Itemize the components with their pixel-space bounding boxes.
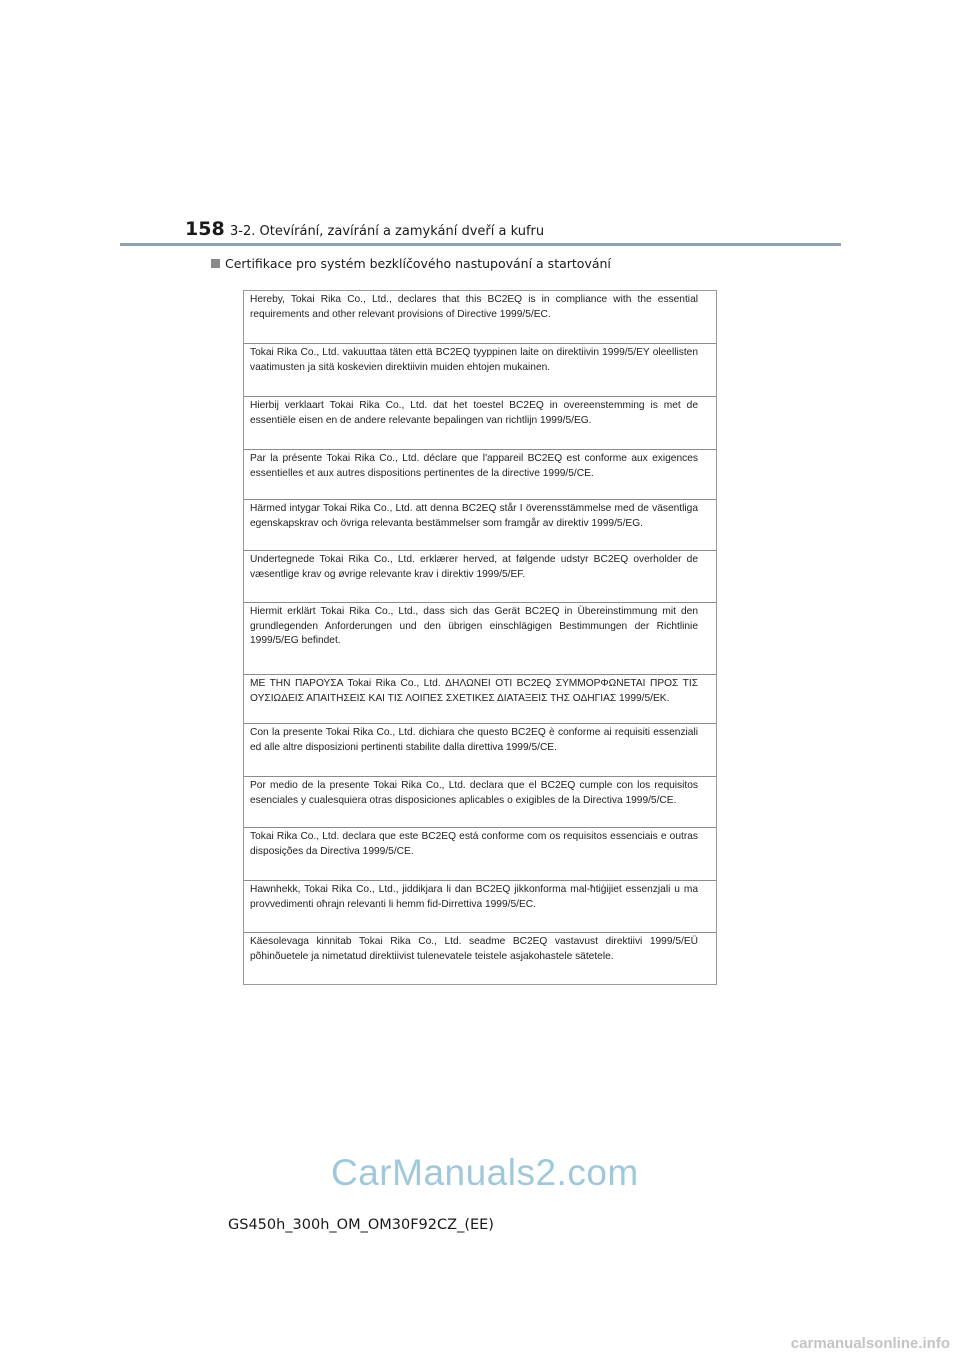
declaration-dutch: Hierbij verklaart Tokai Rika Co., Ltd. dat het toestel BC2EQ in overeenstemming is met de essentiële eisen en de andere relevante bepalingen van richtlijn 1999/5/EG. xyxy=(244,397,716,450)
declaration-estonian: Käesolevaga kinnitab Tokai Rika Co., Ltd. seadme BC2EQ vastavust direktiivi 1999/5/EÜ põhinõuetele ja nimetatud direktiivist tulenevatele teistele asjakohastele sätetele. xyxy=(250,936,698,962)
declaration-italian: Con la presente Tokai Rika Co., Ltd. dichiara che questo BC2EQ è conforme ai requisiti essenziali ed alle altre disposizioni pertinenti stabilite dalla direttiva 1999/5/CE. xyxy=(244,724,716,777)
declaration-french: Par la présente Tokai Rika Co., Ltd. déclare que l'appareil BC2EQ est conforme aux exigences essentielles et aux autres dispositions pertinentes de la directive 1999/5/CE. xyxy=(244,450,716,500)
declaration-swedish: Härmed intygar Tokai Rika Co., Ltd. att denna BC2EQ står I överensstämmelse med de väsentliga egenskapskrav och övriga relevanta bestämmelser som framgår av direktiv 1999/5/EG. xyxy=(244,500,716,551)
declaration-danish: Undertegnede Tokai Rika Co., Ltd. erklærer herved, at følgende udstyr BC2EQ overholder de væsentlige krav og øvrige relevante krav i direktiv 1999/5/EF. xyxy=(244,551,716,603)
page-number: 158 xyxy=(185,218,225,240)
chapter-title: 3-2. Otevírání, zavírání a zamykání dveří a kufru xyxy=(230,224,545,239)
carmanuals-watermark: CarManuals2.com xyxy=(331,1152,639,1193)
square-bullet-icon xyxy=(211,259,220,268)
section-heading xyxy=(211,256,611,271)
section-heading-text: Certifikace pro systém bezklíčového nastupování a startování xyxy=(225,256,611,271)
manual-code: GS450h_300h_OM_OM30F92CZ_(EE) xyxy=(228,1217,494,1233)
declaration-german: Hiermit erklärt Tokai Rika Co., Ltd., dass sich das Gerät BC2EQ in Übereinstimmung mit den grundlegenden Anforderungen und den übrigen einschlägigen Bestimmungen der Richtlinie 1999/5/EG befindet. xyxy=(244,603,716,675)
declaration-finnish: Tokai Rika Co., Ltd. vakuuttaa täten että BC2EQ tyyppinen laite on direktiivin 1999/5/EY oleellisten vaatimusten ja sitä koskevien direktiivin muiden ehtojen mukainen. xyxy=(244,344,716,397)
declaration-greek: ΜΕ ΤΗΝ ΠΑΡΟΥΣΑ Tokai Rika Co., Ltd. ΔΗΛΩΝΕΙ ΟΤΙ BC2EQ ΣΥΜΜΟΡΦΩΝΕΤΑΙ ΠΡΟΣ ΤΙΣ ΟΥΣΙΩΔΕΙΣ ΑΠΑΙΤΗΣΕΙΣ ΚΑΙ ΤΙΣ ΛΟΙΠΕΣ ΣΧΕΤΙΚΕΣ ΔΙΑΤΑΞΕΙΣ ΤΗΣ ΟΔΗΓΙΑΣ 1999/5/ΕΚ. xyxy=(244,675,716,724)
declaration-maltese: Hawnhekk, Tokai Rika Co., Ltd., jiddikjara li dan BC2EQ jikkonforma mal-ħtiġijiet essenzjali u ma provvedimenti oħrajn relevanti li hemm fid-Dirrettiva 1999/5/EC. xyxy=(244,881,716,933)
declaration-portuguese: Tokai Rika Co., Ltd. declara que este BC2EQ está conforme com os requisitos essenciais e outras disposições da Directiva 1999/5/CE. xyxy=(244,828,716,881)
declaration-spanish: Por medio de la presente Tokai Rika Co., Ltd. declara que el BC2EQ cumple con los requisitos esenciales y cualesquiera otras disposiciones aplicables o exigibles de la Directiva 1999/5/CE. xyxy=(244,777,716,828)
header-divider xyxy=(120,243,841,246)
page-header xyxy=(185,218,544,246)
declaration-english: Hereby, Tokai Rika Co., Ltd., declares that this BC2EQ is in compliance with the essential requirements and other relevant provisions of Directive 1999/5/EC. xyxy=(244,291,716,344)
certification-table xyxy=(243,290,717,985)
carmanualsonline-watermark: carmanualsonline.info xyxy=(790,1335,950,1352)
